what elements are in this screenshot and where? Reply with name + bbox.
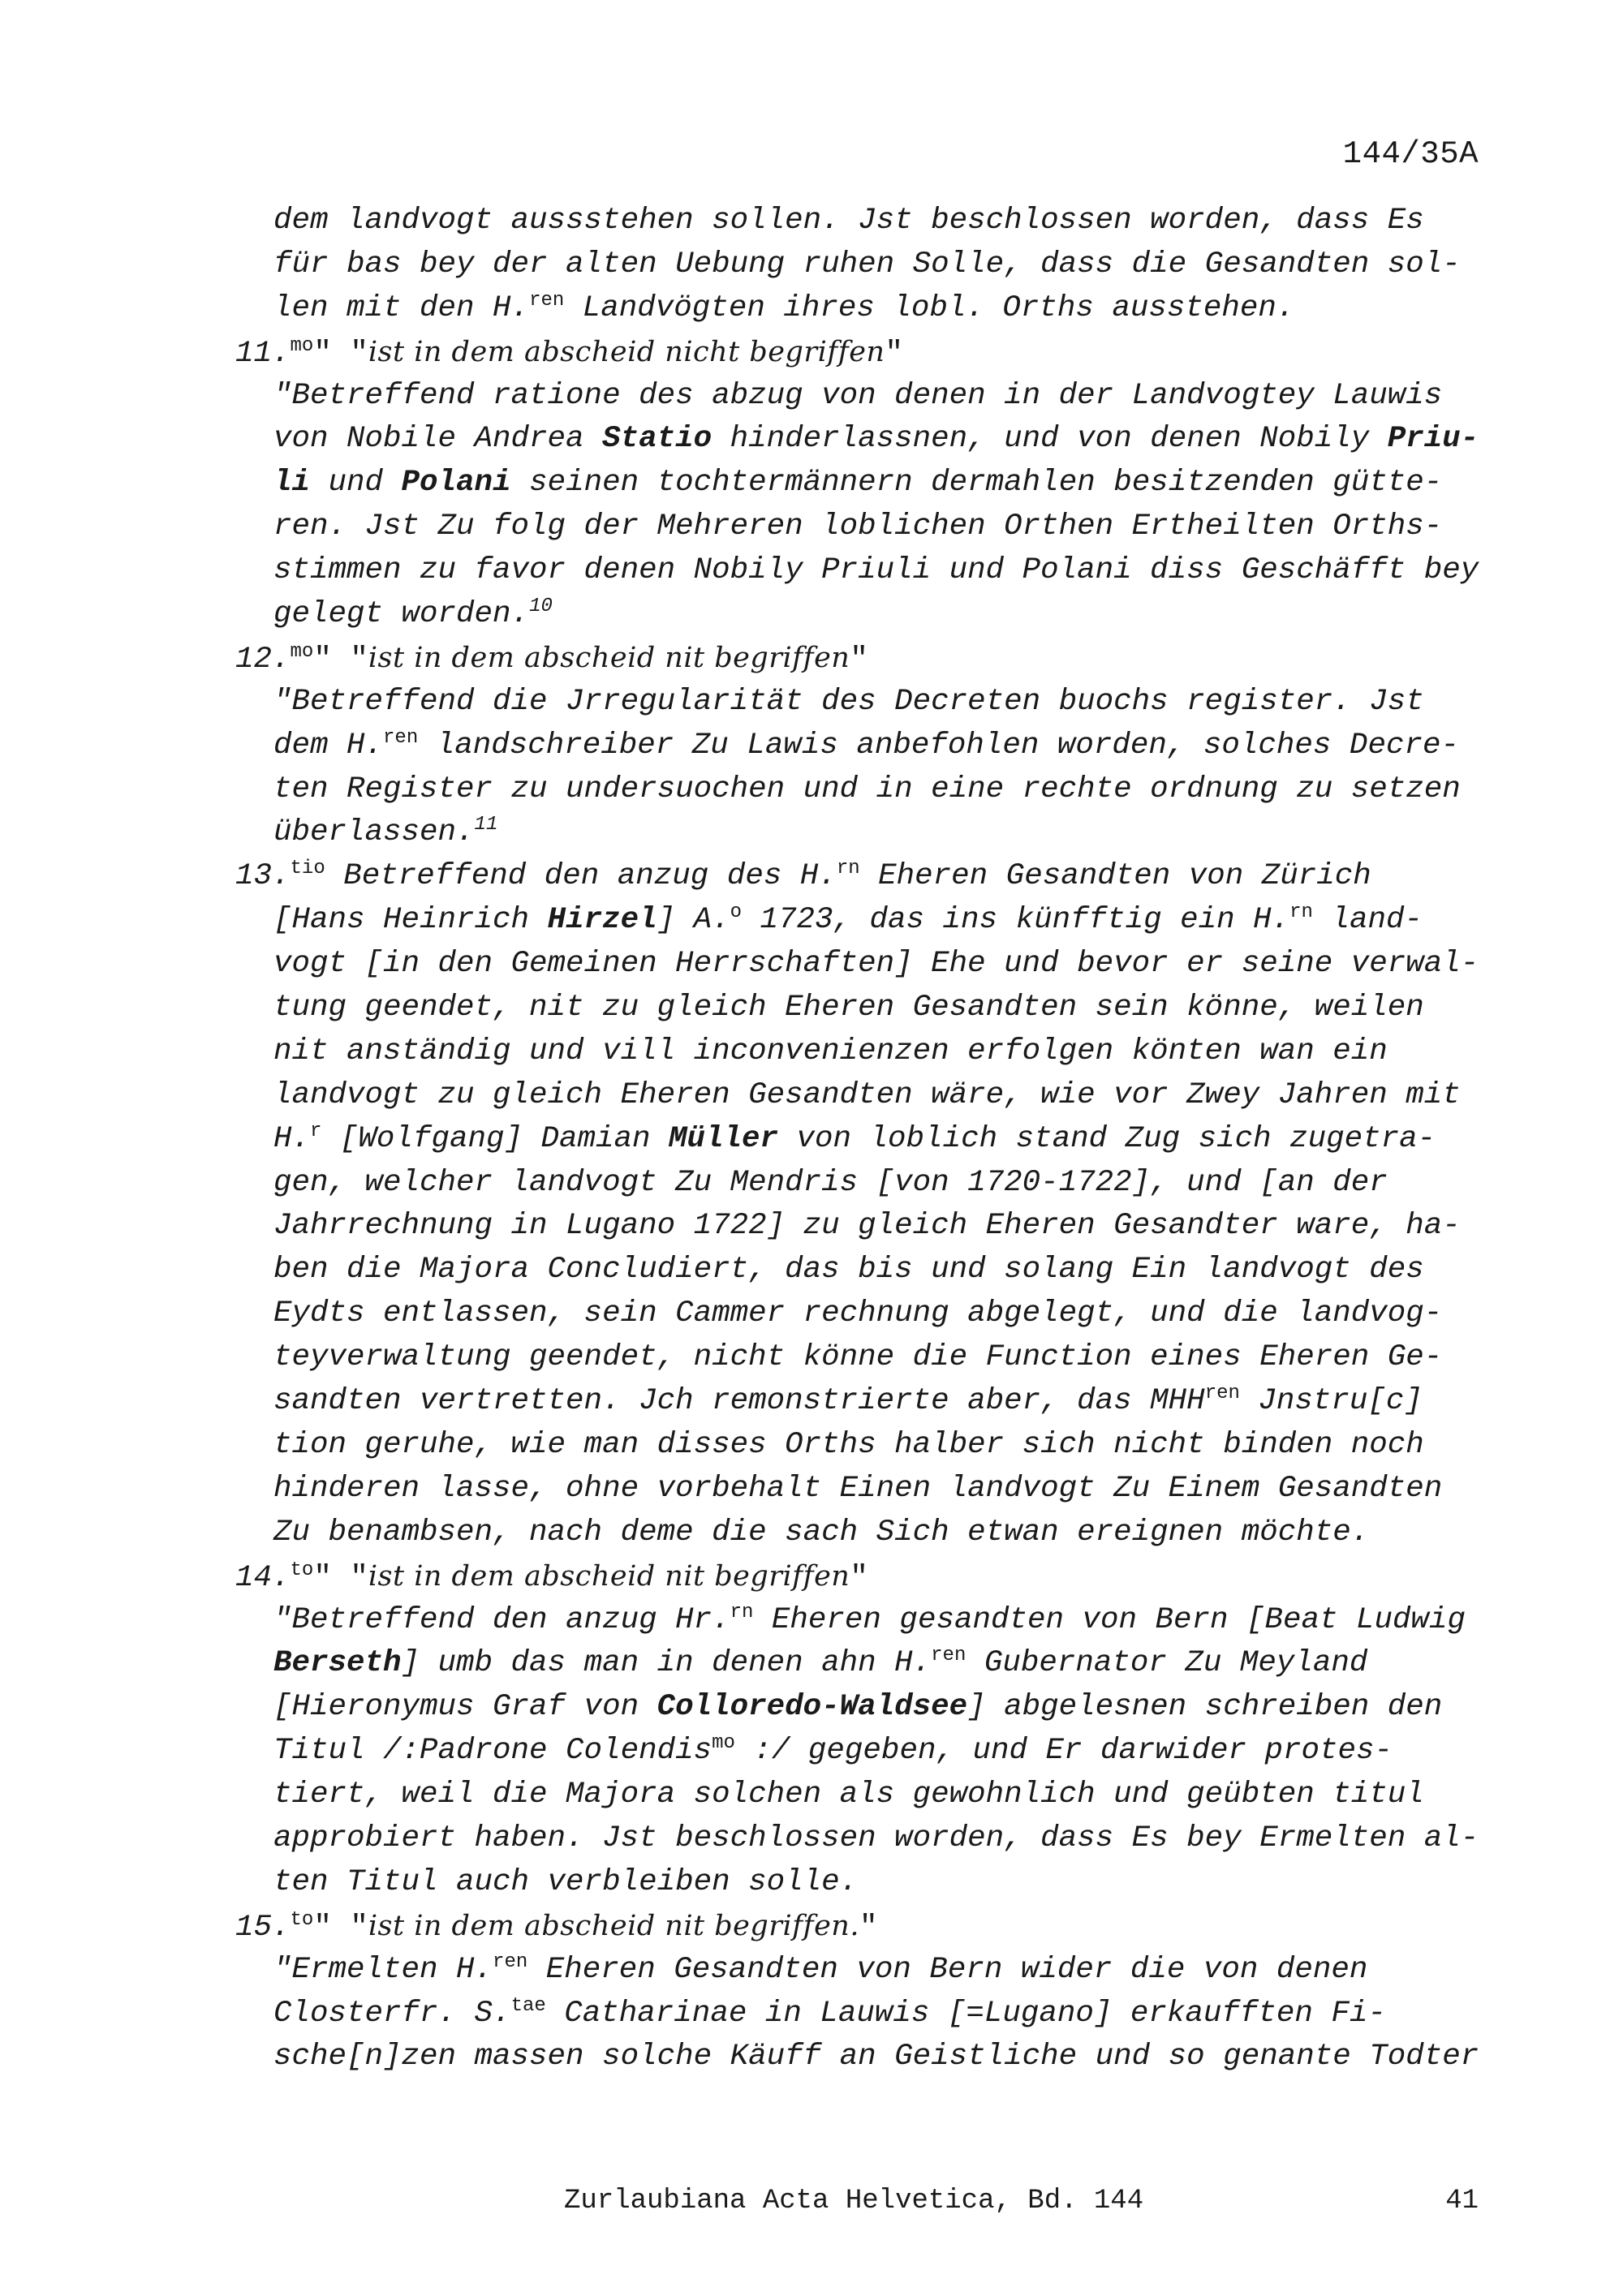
text-segment: tung geendet, nit zu gleich Eheren Gesandten sein könne, weilen [273,991,1424,1025]
text-segment: [Wolfgang] Damian [321,1121,669,1156]
handwritten-note: ist in dem abscheid nit begriffen [368,641,850,674]
superscript: tio [290,858,325,880]
text-line [235,768,1485,812]
text-segment: Closterfr. S. [273,1996,511,2031]
superscript: mo [290,334,314,357]
bold-name: Hirzel [547,903,657,938]
text-line [235,243,1485,287]
text-line [235,987,1485,1030]
text-segment: [Hieronymus Graf von [273,1690,657,1725]
text-segment: landvogt zu gleich Eheren Gesandten wäre, wie vor Zwey Jahren mit [273,1077,1461,1112]
text-line [235,1205,1485,1249]
text-line [235,200,1485,243]
text-line [235,681,1485,724]
superscript: to [290,1559,314,1581]
handwritten-note: ist in dem abscheid nit begriffen [368,1559,850,1593]
text-segment: " " [313,1910,368,1945]
text-segment: Eheren Gesandten von Bern wider die von denen [527,1952,1368,1987]
text-line [235,1468,1485,1511]
bold-name: Statio [602,422,712,457]
text-segment: landschreiber Zu Lawis anbefohlen worden, solches Decre- [418,728,1459,763]
entry-heading-line [235,1555,1485,1599]
text-segment: dem H. [273,728,384,763]
text-segment: H. [273,1121,311,1156]
text-line [235,1292,1485,1336]
text-segment: Titul /:Padrone Colendis [273,1734,712,1769]
bold-name: Müller [669,1121,779,1156]
text-segment: " [850,642,868,677]
text-line [235,2036,1485,2079]
text-segment: ren. Jst Zu folg der Mehreren loblichen Orthen Ertheilten Orths- [273,510,1443,544]
text-segment: ten Titul auch verbleiben solle. [273,1864,859,1899]
transcription-body [235,200,1485,2079]
superscript: rn [1289,901,1313,924]
text-segment: " " [313,1560,368,1595]
superscript: mo [712,1732,735,1755]
text-segment: Eheren gesandten von Bern [Beat Ludwig [753,1602,1466,1637]
superscript: r [310,1120,322,1142]
text-segment: stimmen zu favor denen Nobily Priuli und Polani diss Geschäfft bey [273,553,1479,588]
text-line [235,593,1485,637]
text-segment: und [310,466,402,501]
entry-heading-line [235,1905,1485,1949]
text-segment: Gubernator Zu Meyland [966,1646,1368,1681]
text-line [235,943,1485,987]
text-segment: Eheren Gesandten von Zürich [859,859,1371,894]
bold-name: Polani [401,466,511,501]
text-line [235,1993,1485,2036]
page-footer [0,2186,1623,2226]
text-line [235,1686,1485,1730]
superscript: o [730,901,743,924]
text-segment: von loblich stand Zug sich zugetra- [778,1121,1436,1156]
footer-title: Zurlaubiana Acta Helvetica, Bd. 144 [564,2186,1144,2216]
text-segment: [Hans Heinrich [273,903,548,938]
text-segment: " [850,1560,868,1595]
superscript: 11 [474,814,498,836]
superscript: tae [510,1994,546,2017]
text-line [235,1030,1485,1074]
text-segment: sche[n]zen massen solche Käuff an Geistliche und so genante Todter [273,2040,1479,2075]
text-segment: Jnstru[c] [1239,1384,1423,1419]
bold-name: Colloredo-Waldsee [657,1690,968,1725]
text-segment: ] A. [657,903,730,938]
text-segment: Eydts entlassen, sein Cammer rechnung abgelegt, und die landvog- [273,1296,1443,1331]
text-line [235,899,1485,943]
text-segment: tiert, weil die Majora solchen als gewohnlich und geübten titul [273,1778,1424,1812]
text-line [235,1774,1485,1817]
superscript: ren [1204,1382,1240,1405]
superscript: ren [931,1645,966,1667]
text-segment: Zu benambsen, nach deme die sach Sich etwan ereignen möchte. [273,1515,1370,1550]
bold-name: Priu- [1387,422,1479,457]
text-segment: approbiert haben. Jst beschlossen worden, dass Es bey Ermelten al- [273,1821,1479,1855]
entry-heading-line [235,855,1485,899]
text-line [235,1730,1485,1774]
text-line [235,462,1485,505]
text-line [235,1861,1485,1905]
text-segment: 13. [235,859,291,894]
text-segment: gelegt worden. [273,597,530,632]
entry-heading-line [235,637,1485,681]
footer-page-number: 41 [1445,2186,1479,2216]
text-segment: 11. [235,336,291,371]
text-segment: ] abgelesnen schreiben den [967,1690,1443,1725]
text-segment: " [859,1910,878,1945]
text-line [235,418,1485,462]
text-segment: 14. [235,1560,291,1595]
text-segment: sandten vertretten. Jch remonstrierte aber, das MHH [273,1384,1205,1419]
text-segment: vogt [in den Gemeinen Herrschaften] Ehe und bevor er seine verwal- [273,947,1479,982]
text-segment: "Betreffend die Jrregularität des Decreten buochs register. Jst [273,684,1424,719]
text-segment: ten Register zu undersuochen und in eine rechte ordnung zu setzen [273,772,1461,806]
text-line [235,811,1485,855]
text-line [235,1511,1485,1555]
archive-page-number: 144/35A [1342,136,1479,172]
text-line [235,287,1485,331]
text-segment: Betreffend den anzug des H. [325,859,837,894]
superscript: ren [493,1950,528,1973]
text-line [235,1380,1485,1424]
text-segment: Catharinae in Lauwis [=Lugano] erkaufften Fi- [545,1996,1386,2031]
text-segment: gen, welcher landvogt Zu Mendris [von 1720-1722], und [an der [273,1165,1388,1200]
text-line [235,1424,1485,1468]
superscript: mo [290,640,314,663]
superscript: to [290,1908,314,1931]
text-segment: " " [313,336,368,371]
text-segment: len mit den H. [273,290,530,325]
text-segment: hinderlassnen, und von denen Nobily [712,422,1388,457]
text-line [235,1336,1485,1380]
text-segment: Jahrrechnung in Lugano 1722] zu gleich Eheren Gesandter ware, ha- [273,1209,1461,1244]
superscript: rn [730,1601,754,1623]
text-segment: teyverwaltung geendet, nicht könne die Function eines Eheren Ge- [273,1340,1443,1375]
text-segment: von Nobile Andrea [273,422,603,457]
text-segment: "Ermelten H. [273,1952,493,1987]
text-line [235,1599,1485,1643]
text-segment: seinen tochtermännern dermahlen besitzenden gütte- [510,466,1443,501]
text-line [235,1949,1485,1993]
text-segment: tion geruhe, wie man disses Orths halber sich nicht binden noch [273,1427,1424,1462]
superscript: rn [836,858,860,880]
text-line [235,1249,1485,1292]
text-segment: " " [313,642,368,677]
text-segment: 15. [235,1910,291,1945]
text-segment: "Betreffend ratione des abzug von denen in der Landvogtey Lauwis [273,378,1443,413]
text-line [235,1118,1485,1162]
text-line [235,375,1485,419]
text-segment: 12. [235,642,291,677]
text-segment: 1723, das ins künfftig ein H. [742,903,1290,938]
text-segment: ] umb das man in denen ahn H. [401,1646,932,1681]
text-segment: "Betreffend den anzug Hr. [273,1602,730,1637]
bold-name: Berseth [273,1646,402,1681]
text-segment: für bas bey der alten Uebung ruhen Solle, dass die Gesandten sol- [273,247,1461,282]
text-segment: überlassen. [273,815,475,850]
handwritten-note: ist in dem abscheid nicht begriffen [368,335,885,368]
text-line [235,724,1485,768]
text-segment: " [885,336,903,371]
text-segment: nit anständig und vill inconvenienzen erfolgen könten wan ein [273,1034,1388,1068]
handwritten-note: ist in dem abscheid nit begriffen. [368,1909,859,1942]
superscript: ren [529,289,565,312]
text-segment: :/ gegeben, und Er darwider protes- [734,1734,1393,1769]
superscript: 10 [529,595,553,618]
text-line [235,505,1485,549]
text-segment: dem landvogt aussstehen sollen. Jst beschlossen worden, dass Es [273,204,1424,238]
text-segment: land- [1312,903,1423,938]
text-segment: hinderen lasse, ohne vorbehalt Einen landvogt Zu Einem Gesandten [273,1471,1443,1506]
superscript: ren [383,726,419,749]
entry-heading-line [235,331,1485,375]
text-segment: ben die Majora Concludiert, das bis und solang Ein landvogt des [273,1253,1424,1288]
text-segment: Landvögten ihres lobl. Orths ausstehen. [564,290,1295,325]
text-line [235,549,1485,593]
text-line [235,1162,1485,1206]
text-line [235,1817,1485,1861]
text-line [235,1074,1485,1118]
text-line [235,1642,1485,1686]
bold-name: li [273,466,311,501]
